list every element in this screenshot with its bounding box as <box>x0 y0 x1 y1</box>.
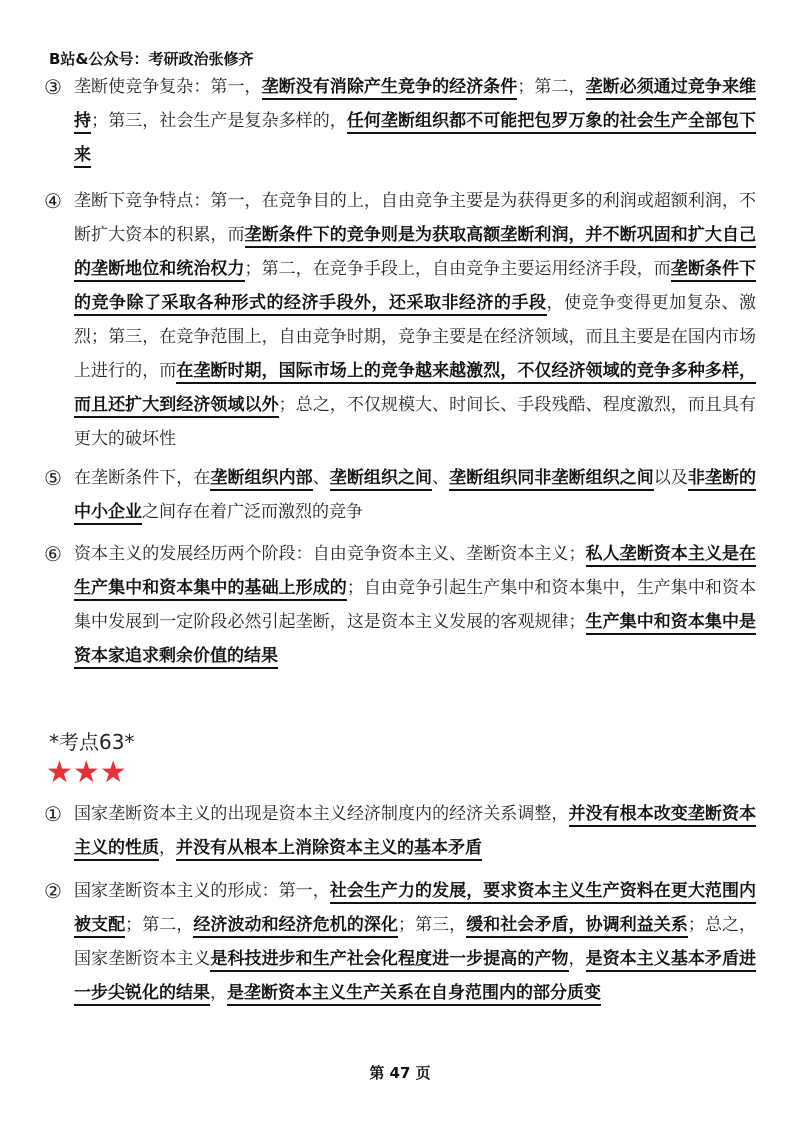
point-1 <box>44 797 756 865</box>
highlighted-phrase: 是资本主义基本矛盾进一步尖锐化的结果 <box>74 949 756 1006</box>
text-segment: ，使竞争变得更加复杂、激烈；第三，在竞争范围上，自由竞争时期，竞争主要是在经济领域，而且主要是在国内市场上进行的，而 <box>74 293 756 381</box>
item-number: ⑥ <box>44 542 62 566</box>
text-segment: ， <box>210 983 227 1003</box>
text-segment: 国家垄断资本主义的形成：第一， <box>74 881 330 901</box>
item-text <box>74 70 756 172</box>
highlighted-phrase: 是科技进步和生产社会化程度进一步提高的产物 <box>210 949 568 972</box>
highlighted-phrase: 是垄断资本主义生产关系在自身范围内的部分质变 <box>227 983 601 1006</box>
text-segment: ；自由竞争引起生产集中和资本集中，生产集中和资本集中发展到一定阶段必然引起垄断，这是资本主义发展的客观规律； <box>74 578 757 632</box>
star-rating-icon: ★★★ <box>46 755 127 790</box>
text-segment: ；第二， <box>517 77 586 97</box>
text-segment: 以及 <box>653 468 688 488</box>
point-6 <box>44 537 756 673</box>
highlighted-phrase: 并没有从根本上消除资本主义的基本矛盾 <box>176 838 482 861</box>
highlighted-phrase: 并没有根本改变垄断资本主义的性质 <box>74 804 756 861</box>
text-segment: ， <box>568 949 586 969</box>
item-number: ⑤ <box>44 466 62 490</box>
text-segment: ；第二，在竞争手段上，自由竞争主要运用经济手段，而 <box>244 259 671 279</box>
point-2 <box>44 874 756 1010</box>
highlighted-phrase: 垄断组织内部 <box>210 468 312 491</box>
highlighted-phrase: 垄断组织同非垄断组织之间 <box>449 468 654 491</box>
point-4 <box>44 184 756 456</box>
item-text <box>74 874 756 1010</box>
text-segment: 垄断使竞争复杂：第一， <box>74 77 262 97</box>
item-text <box>74 537 756 673</box>
text-segment: 垄断下竞争特点：第一，在竞争目的上，自由竞争主要是为获得更多的利润或超额利润，不断扩大资本的积累，而 <box>74 191 756 245</box>
highlighted-phrase: 非垄断的中小企业 <box>74 468 756 525</box>
page-header: B站&公众号：考研政治张修齐 <box>49 50 254 68</box>
highlighted-phrase: 垄断没有消除产生竞争的经济条件 <box>262 77 518 100</box>
highlighted-phrase: 私人垄断资本主义是在生产集中和资本集中的基础上形成的 <box>74 544 756 601</box>
text-segment: ；总之，国家垄断资本主义 <box>74 915 757 969</box>
text-segment: 之间存在着广泛而激烈的竞争 <box>142 502 363 522</box>
item-number: ① <box>44 802 62 826</box>
point-3 <box>44 70 756 172</box>
text-segment: ， <box>159 838 176 858</box>
item-number: ③ <box>44 75 62 99</box>
highlighted-phrase: 垄断条件下的竞争除了采取各种形式的经济手段外，还采取非经济的手段 <box>74 259 756 316</box>
highlighted-phrase: 经济波动和经济危机的深化 <box>193 915 398 938</box>
text-segment: 在垄断条件下，在 <box>74 468 211 488</box>
section-label: *考点63* <box>49 730 135 754</box>
text-segment: 、 <box>432 468 450 488</box>
text-segment: ；第二， <box>125 915 194 935</box>
point-5 <box>44 461 756 529</box>
text-segment: ；第三， <box>398 915 467 935</box>
item-number: ② <box>44 879 62 903</box>
text-segment: 国家垄断资本主义的出现是资本主义经济制度内的经济关系调整， <box>74 804 569 824</box>
highlighted-phrase: 在垄断时期，国际市场上的竞争越来越激烈，不仅经济领域的竞争多种多样，而且还扩大到经济领域以外 <box>74 361 756 418</box>
highlighted-phrase: 垄断必须通过竞争来维持 <box>74 77 756 134</box>
item-text <box>74 797 756 865</box>
text-segment: 、 <box>312 468 330 488</box>
text-segment: 资本主义的发展经历两个阶段：自由竞争资本主义、垄断资本主义； <box>74 544 586 564</box>
item-number: ④ <box>44 189 62 213</box>
item-text <box>74 461 756 529</box>
item-text <box>74 184 756 456</box>
highlighted-phrase: 缓和社会矛盾，协调利益关系 <box>466 915 688 938</box>
highlighted-phrase: 任何垄断组织都不可能把包罗万象的社会生产全部包下来 <box>74 111 756 168</box>
highlighted-phrase: 垄断条件下的竞争则是为获取高额垄断利润，并不断巩固和扩大自己的垄断地位和统治权力 <box>74 225 756 282</box>
highlighted-phrase: 生产集中和资本集中是资本家追求剩余价值的结果 <box>74 612 756 669</box>
highlighted-phrase: 社会生产力的发展，要求资本主义生产资料在更大范围内被支配 <box>74 881 756 938</box>
highlighted-phrase: 垄断组织之间 <box>330 468 432 491</box>
text-segment: ；第三，社会生产是复杂多样的， <box>91 111 347 131</box>
text-segment: ；总之，不仅规模大、时间长、手段残酷、程度激烈，而且具有更大的破坏性 <box>74 395 757 449</box>
page-number: 第 47 页 <box>369 1064 431 1082</box>
